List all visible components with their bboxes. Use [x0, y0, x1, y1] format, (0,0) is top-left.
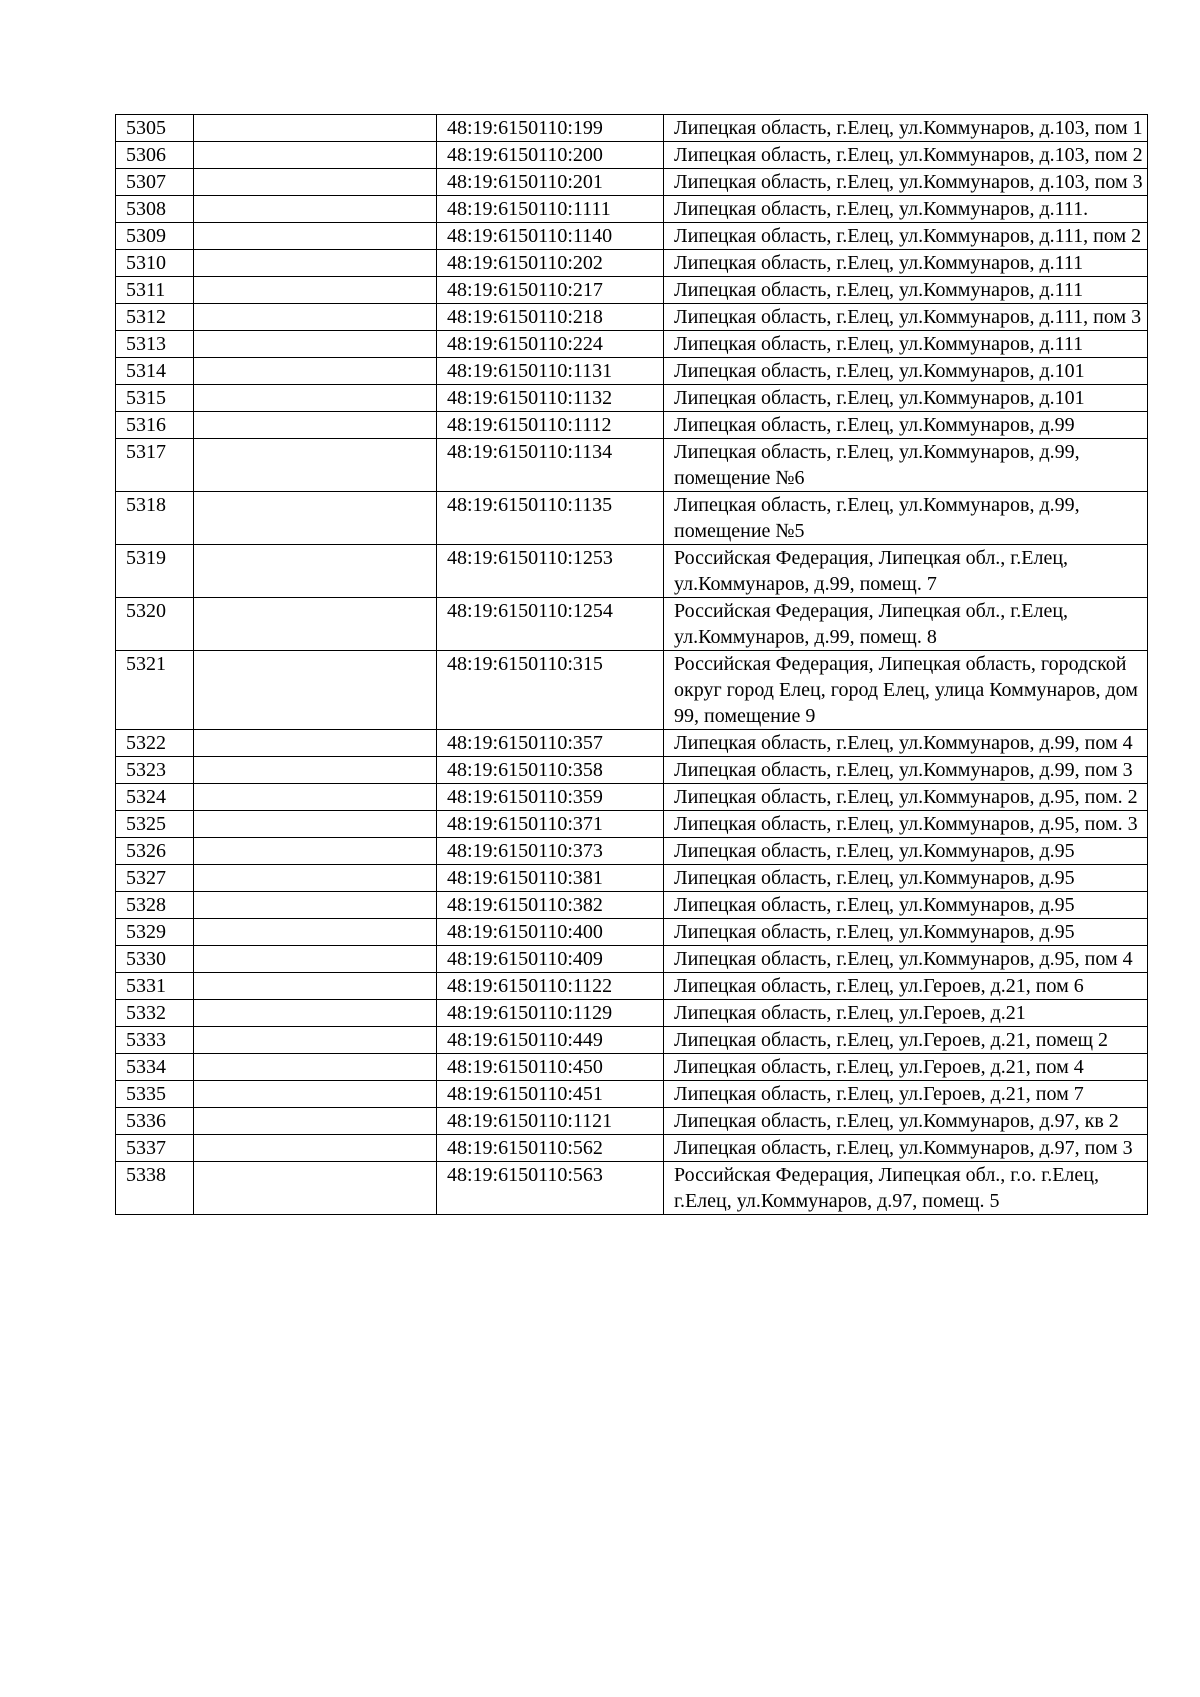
object-name-cell	[194, 1054, 437, 1081]
object-name-cell	[194, 115, 437, 142]
address-cell: Липецкая область, г.Елец, ул.Коммунаров, д.111, пом 2	[664, 223, 1148, 250]
table-row	[116, 1054, 1148, 1081]
table-row	[116, 598, 1148, 651]
cadastral-number-cell: 48:19:6150110:382	[437, 892, 664, 919]
row-number-cell: 5312	[116, 304, 194, 331]
cadastral-number-cell: 48:19:6150110:371	[437, 811, 664, 838]
table-row	[116, 439, 1148, 492]
row-number-cell: 5308	[116, 196, 194, 223]
address-cell: Липецкая область, г.Елец, ул.Коммунаров, д.95	[664, 919, 1148, 946]
cadastral-number-cell: 48:19:6150110:451	[437, 1081, 664, 1108]
address-cell: Липецкая область, г.Елец, ул.Коммунаров, д.111, пом 3	[664, 304, 1148, 331]
cadastral-number-cell: 48:19:6150110:1140	[437, 223, 664, 250]
cadastral-number-cell: 48:19:6150110:381	[437, 865, 664, 892]
object-name-cell	[194, 223, 437, 250]
row-number-cell: 5313	[116, 331, 194, 358]
row-number-cell: 5326	[116, 838, 194, 865]
row-number-cell: 5329	[116, 919, 194, 946]
object-name-cell	[194, 1081, 437, 1108]
address-cell: Липецкая область, г.Елец, ул.Коммунаров, д.95, пом 4	[664, 946, 1148, 973]
address-cell: Липецкая область, г.Елец, ул.Коммунаров, д.111	[664, 331, 1148, 358]
table-row	[116, 811, 1148, 838]
cadastral-number-cell: 48:19:6150110:409	[437, 946, 664, 973]
address-cell: Липецкая область, г.Елец, ул.Коммунаров, д.95, пом. 2	[664, 784, 1148, 811]
object-name-cell	[194, 277, 437, 304]
object-name-cell	[194, 730, 437, 757]
address-cell: Липецкая область, г.Елец, ул.Коммунаров, д.103, пом 2	[664, 142, 1148, 169]
object-name-cell	[194, 838, 437, 865]
cadastral-number-cell: 48:19:6150110:1134	[437, 439, 664, 492]
object-name-cell	[194, 331, 437, 358]
cadastral-number-cell: 48:19:6150110:199	[437, 115, 664, 142]
table-row	[116, 358, 1148, 385]
table-row	[116, 1081, 1148, 1108]
table-row	[116, 730, 1148, 757]
object-name-cell	[194, 545, 437, 598]
object-name-cell	[194, 492, 437, 545]
address-cell: Липецкая область, г.Елец, ул.Коммунаров, д.99, пом 3	[664, 757, 1148, 784]
address-cell: Липецкая область, г.Елец, ул.Героев, д.21, пом 7	[664, 1081, 1148, 1108]
address-cell: Липецкая область, г.Елец, ул.Коммунаров, д.111	[664, 277, 1148, 304]
address-cell: Липецкая область, г.Елец, ул.Героев, д.21, пом 4	[664, 1054, 1148, 1081]
address-cell: Липецкая область, г.Елец, ул.Коммунаров, д.99	[664, 412, 1148, 439]
row-number-cell: 5334	[116, 1054, 194, 1081]
table-row	[116, 865, 1148, 892]
cadastral-number-cell: 48:19:6150110:1122	[437, 973, 664, 1000]
row-number-cell: 5338	[116, 1162, 194, 1215]
cadastral-number-cell: 48:19:6150110:563	[437, 1162, 664, 1215]
row-number-cell: 5328	[116, 892, 194, 919]
cadastral-number-cell: 48:19:6150110:200	[437, 142, 664, 169]
row-number-cell: 5314	[116, 358, 194, 385]
address-cell: Липецкая область, г.Елец, ул.Героев, д.21	[664, 1000, 1148, 1027]
cadastral-number-cell: 48:19:6150110:1112	[437, 412, 664, 439]
table-row	[116, 973, 1148, 1000]
object-name-cell	[194, 598, 437, 651]
row-number-cell: 5318	[116, 492, 194, 545]
table-row	[116, 1162, 1148, 1215]
cadastral-number-cell: 48:19:6150110:1131	[437, 358, 664, 385]
table-row	[116, 919, 1148, 946]
cadastral-number-cell: 48:19:6150110:1111	[437, 196, 664, 223]
cadastral-number-cell: 48:19:6150110:1121	[437, 1108, 664, 1135]
cadastral-number-cell: 48:19:6150110:1135	[437, 492, 664, 545]
object-name-cell	[194, 651, 437, 730]
address-cell: Российская Федерация, Липецкая обл., г.Елец, ул.Коммунаров, д.99, помещ. 8	[664, 598, 1148, 651]
row-number-cell: 5305	[116, 115, 194, 142]
table-row	[116, 250, 1148, 277]
cadastral-number-cell: 48:19:6150110:1129	[437, 1000, 664, 1027]
address-cell: Российская Федерация, Липецкая область, городской округ город Елец, город Елец, улица Коммунаров, дом 99, помещение 9	[664, 651, 1148, 730]
address-cell: Липецкая область, г.Елец, ул.Коммунаров, д.101	[664, 358, 1148, 385]
row-number-cell: 5337	[116, 1135, 194, 1162]
table-row	[116, 115, 1148, 142]
table-row	[116, 892, 1148, 919]
row-number-cell: 5310	[116, 250, 194, 277]
object-name-cell	[194, 865, 437, 892]
address-cell: Липецкая область, г.Елец, ул.Коммунаров, д.101	[664, 385, 1148, 412]
object-name-cell	[194, 946, 437, 973]
cadastral-number-cell: 48:19:6150110:1132	[437, 385, 664, 412]
cadastral-number-cell: 48:19:6150110:1253	[437, 545, 664, 598]
property-registry-table	[115, 114, 1148, 1215]
cadastral-number-cell: 48:19:6150110:562	[437, 1135, 664, 1162]
object-name-cell	[194, 439, 437, 492]
cadastral-number-cell: 48:19:6150110:400	[437, 919, 664, 946]
table-row	[116, 169, 1148, 196]
row-number-cell: 5322	[116, 730, 194, 757]
row-number-cell: 5306	[116, 142, 194, 169]
row-number-cell: 5332	[116, 1000, 194, 1027]
table-row	[116, 946, 1148, 973]
cadastral-number-cell: 48:19:6150110:201	[437, 169, 664, 196]
row-number-cell: 5324	[116, 784, 194, 811]
row-number-cell: 5323	[116, 757, 194, 784]
address-cell: Липецкая область, г.Елец, ул.Коммунаров, д.97, кв 2	[664, 1108, 1148, 1135]
table-row	[116, 784, 1148, 811]
cadastral-number-cell: 48:19:6150110:357	[437, 730, 664, 757]
row-number-cell: 5336	[116, 1108, 194, 1135]
address-cell: Липецкая область, г.Елец, ул.Коммунаров, д.103, пом 1	[664, 115, 1148, 142]
object-name-cell	[194, 412, 437, 439]
object-name-cell	[194, 169, 437, 196]
row-number-cell: 5335	[116, 1081, 194, 1108]
object-name-cell	[194, 1027, 437, 1054]
table-row	[116, 757, 1148, 784]
table-row	[116, 1027, 1148, 1054]
cadastral-number-cell: 48:19:6150110:315	[437, 651, 664, 730]
address-cell: Липецкая область, г.Елец, ул.Коммунаров, д.99, помещение №6	[664, 439, 1148, 492]
cadastral-number-cell: 48:19:6150110:450	[437, 1054, 664, 1081]
row-number-cell: 5309	[116, 223, 194, 250]
object-name-cell	[194, 757, 437, 784]
table-row	[116, 385, 1148, 412]
object-name-cell	[194, 811, 437, 838]
table-row	[116, 412, 1148, 439]
cadastral-number-cell: 48:19:6150110:358	[437, 757, 664, 784]
address-cell: Российская Федерация, Липецкая обл., г.Елец, ул.Коммунаров, д.99, помещ. 7	[664, 545, 1148, 598]
row-number-cell: 5319	[116, 545, 194, 598]
object-name-cell	[194, 1000, 437, 1027]
table-row	[116, 651, 1148, 730]
table-row	[116, 142, 1148, 169]
object-name-cell	[194, 304, 437, 331]
table-row	[116, 1135, 1148, 1162]
table-row	[116, 1000, 1148, 1027]
address-cell: Липецкая область, г.Елец, ул.Коммунаров, д.103, пом 3	[664, 169, 1148, 196]
table-row	[116, 304, 1148, 331]
address-cell: Липецкая область, г.Елец, ул.Героев, д.21, пом 6	[664, 973, 1148, 1000]
table-row	[116, 223, 1148, 250]
row-number-cell: 5333	[116, 1027, 194, 1054]
table-row	[116, 196, 1148, 223]
table-row	[116, 838, 1148, 865]
cadastral-number-cell: 48:19:6150110:1254	[437, 598, 664, 651]
address-cell: Липецкая область, г.Елец, ул.Коммунаров, д.95	[664, 865, 1148, 892]
address-cell: Липецкая область, г.Елец, ул.Коммунаров, д.99, помещение №5	[664, 492, 1148, 545]
address-cell: Липецкая область, г.Елец, ул.Коммунаров, д.95	[664, 838, 1148, 865]
row-number-cell: 5317	[116, 439, 194, 492]
cadastral-number-cell: 48:19:6150110:218	[437, 304, 664, 331]
cadastral-number-cell: 48:19:6150110:449	[437, 1027, 664, 1054]
row-number-cell: 5321	[116, 651, 194, 730]
object-name-cell	[194, 919, 437, 946]
object-name-cell	[194, 1135, 437, 1162]
object-name-cell	[194, 358, 437, 385]
table-row	[116, 545, 1148, 598]
object-name-cell	[194, 250, 437, 277]
row-number-cell: 5315	[116, 385, 194, 412]
row-number-cell: 5327	[116, 865, 194, 892]
cadastral-number-cell: 48:19:6150110:359	[437, 784, 664, 811]
row-number-cell: 5325	[116, 811, 194, 838]
table-row	[116, 277, 1148, 304]
registry-table-body	[116, 115, 1148, 1215]
address-cell: Липецкая область, г.Елец, ул.Коммунаров, д.111.	[664, 196, 1148, 223]
address-cell: Липецкая область, г.Елец, ул.Коммунаров, д.95	[664, 892, 1148, 919]
row-number-cell: 5316	[116, 412, 194, 439]
address-cell: Липецкая область, г.Елец, ул.Коммунаров, д.111	[664, 250, 1148, 277]
address-cell: Липецкая область, г.Елец, ул.Коммунаров, д.99, пом 4	[664, 730, 1148, 757]
cadastral-number-cell: 48:19:6150110:224	[437, 331, 664, 358]
object-name-cell	[194, 973, 437, 1000]
table-row	[116, 1108, 1148, 1135]
cadastral-number-cell: 48:19:6150110:373	[437, 838, 664, 865]
object-name-cell	[194, 1162, 437, 1215]
object-name-cell	[194, 196, 437, 223]
cadastral-number-cell: 48:19:6150110:202	[437, 250, 664, 277]
object-name-cell	[194, 1108, 437, 1135]
address-cell: Липецкая область, г.Елец, ул.Коммунаров, д.95, пом. 3	[664, 811, 1148, 838]
row-number-cell: 5320	[116, 598, 194, 651]
object-name-cell	[194, 892, 437, 919]
address-cell: Российская Федерация, Липецкая обл., г.о. г.Елец, г.Елец, ул.Коммунаров, д.97, помещ. 5	[664, 1162, 1148, 1215]
row-number-cell: 5331	[116, 973, 194, 1000]
address-cell: Липецкая область, г.Елец, ул.Коммунаров, д.97, пом 3	[664, 1135, 1148, 1162]
row-number-cell: 5330	[116, 946, 194, 973]
table-row	[116, 331, 1148, 358]
row-number-cell: 5307	[116, 169, 194, 196]
table-row	[116, 492, 1148, 545]
address-cell: Липецкая область, г.Елец, ул.Героев, д.21, помещ 2	[664, 1027, 1148, 1054]
object-name-cell	[194, 784, 437, 811]
object-name-cell	[194, 142, 437, 169]
object-name-cell	[194, 385, 437, 412]
row-number-cell: 5311	[116, 277, 194, 304]
cadastral-number-cell: 48:19:6150110:217	[437, 277, 664, 304]
